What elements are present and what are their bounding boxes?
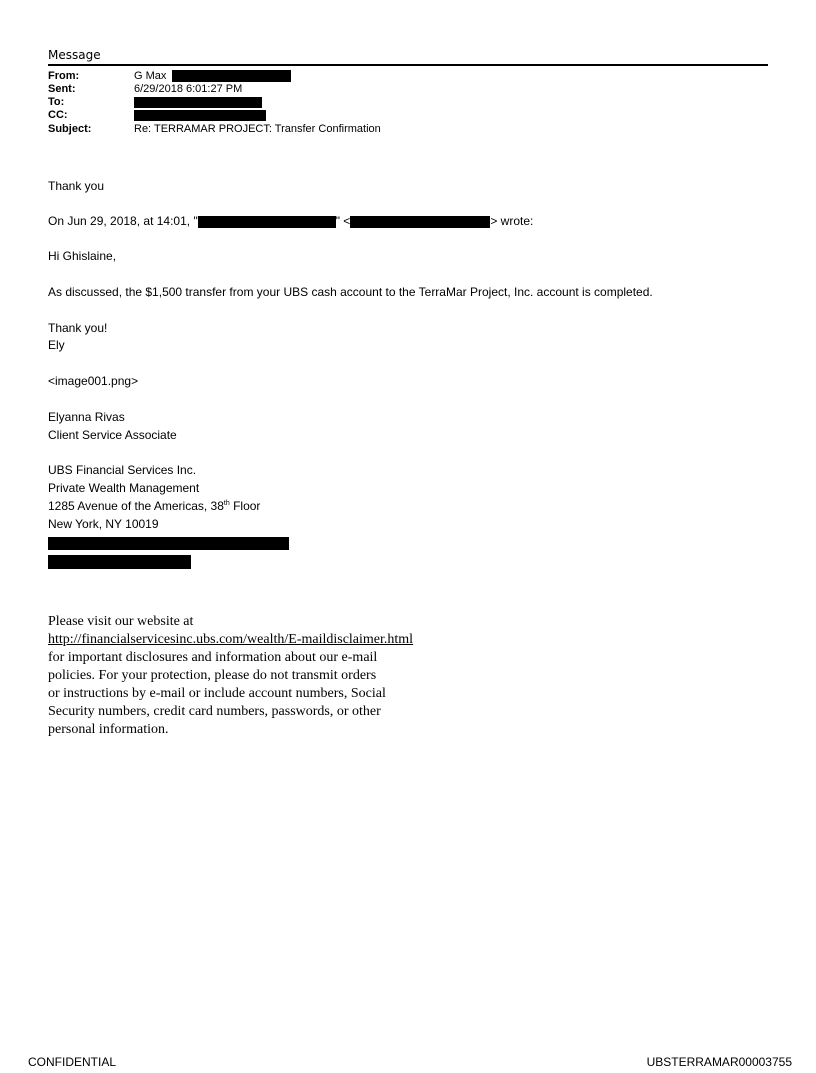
disclaimer-line: policies. For your protection, please do not transmit orders — [48, 668, 377, 683]
address-suffix: Floor — [229, 499, 261, 513]
signature-title: Client Service Associate — [48, 428, 177, 442]
sign-off: Ely — [48, 338, 65, 352]
quote-intro-prefix: On Jun 29, 2018, at 14:01, " — [48, 214, 198, 228]
subject-value: Re: TERRAMAR PROJECT: Transfer Confirmation — [134, 123, 381, 135]
disclaimer-line: Security numbers, credit card numbers, passwords, or other — [48, 704, 381, 719]
reply-text: Thank you — [48, 179, 105, 193]
message-type-label: Message — [48, 48, 101, 62]
redaction-block — [134, 97, 262, 108]
from-row — [48, 70, 291, 83]
from-label: From: — [48, 70, 80, 82]
disclaimer-line: or instructions by e-mail or include account numbers, Social — [48, 686, 386, 701]
redaction-block — [48, 555, 191, 568]
main-text: As discussed, the $1,500 transfer from your UBS cash account to the TerraMar Project, Inc. account is completed. — [48, 285, 653, 299]
to-row — [48, 96, 262, 109]
cc-row — [48, 109, 266, 122]
redaction-block — [350, 216, 490, 228]
cc-label: CC: — [48, 109, 68, 121]
redaction-block — [172, 70, 291, 82]
signature-name: Elyanna Rivas — [48, 410, 125, 424]
greeting: Hi Ghislaine, — [48, 249, 117, 263]
sent-value: 6/29/2018 6:01:27 PM — [134, 83, 243, 95]
address-superscript: th — [223, 500, 230, 507]
redaction-block — [198, 216, 336, 228]
to-label: To: — [48, 96, 65, 108]
footer-confidential: CONFIDENTIAL — [28, 1055, 117, 1069]
image-reference: <image001.png> — [48, 374, 139, 388]
address-prefix: 1285 Avenue of the Americas, 38 — [48, 499, 224, 513]
subject-row — [48, 123, 381, 136]
company-division: Private Wealth Management — [48, 481, 200, 495]
header-rule — [48, 64, 768, 66]
redaction-block — [134, 110, 266, 121]
disclaimer-line: Please visit our website at — [48, 614, 194, 629]
disclaimer — [48, 613, 488, 739]
from-value: G Max — [134, 70, 167, 82]
disclaimer-link[interactable]: http://financialservicesinc.ubs.com/wealth/E-maildisclaimer.html — [48, 632, 414, 647]
company-address — [48, 498, 260, 515]
company-name: UBS Financial Services Inc. — [48, 463, 197, 477]
quote-intro — [48, 213, 533, 230]
disclaimer-line: for important disclosures and information about our e-mail — [48, 650, 378, 665]
redaction-underline — [48, 568, 191, 569]
quote-intro-suffix: > wrote: — [490, 214, 534, 228]
company-city: New York, NY 10019 — [48, 517, 159, 531]
disclaimer-line: personal information. — [48, 722, 169, 737]
sent-label: Sent: — [48, 83, 76, 95]
redaction-block — [48, 537, 289, 550]
footer-bates-number: UBSTERRAMAR00003755 — [646, 1055, 792, 1069]
sent-row — [48, 83, 242, 96]
thanks-text: Thank you! — [48, 321, 108, 335]
subject-label: Subject: — [48, 123, 92, 135]
quote-intro-mid: " < — [335, 214, 351, 228]
